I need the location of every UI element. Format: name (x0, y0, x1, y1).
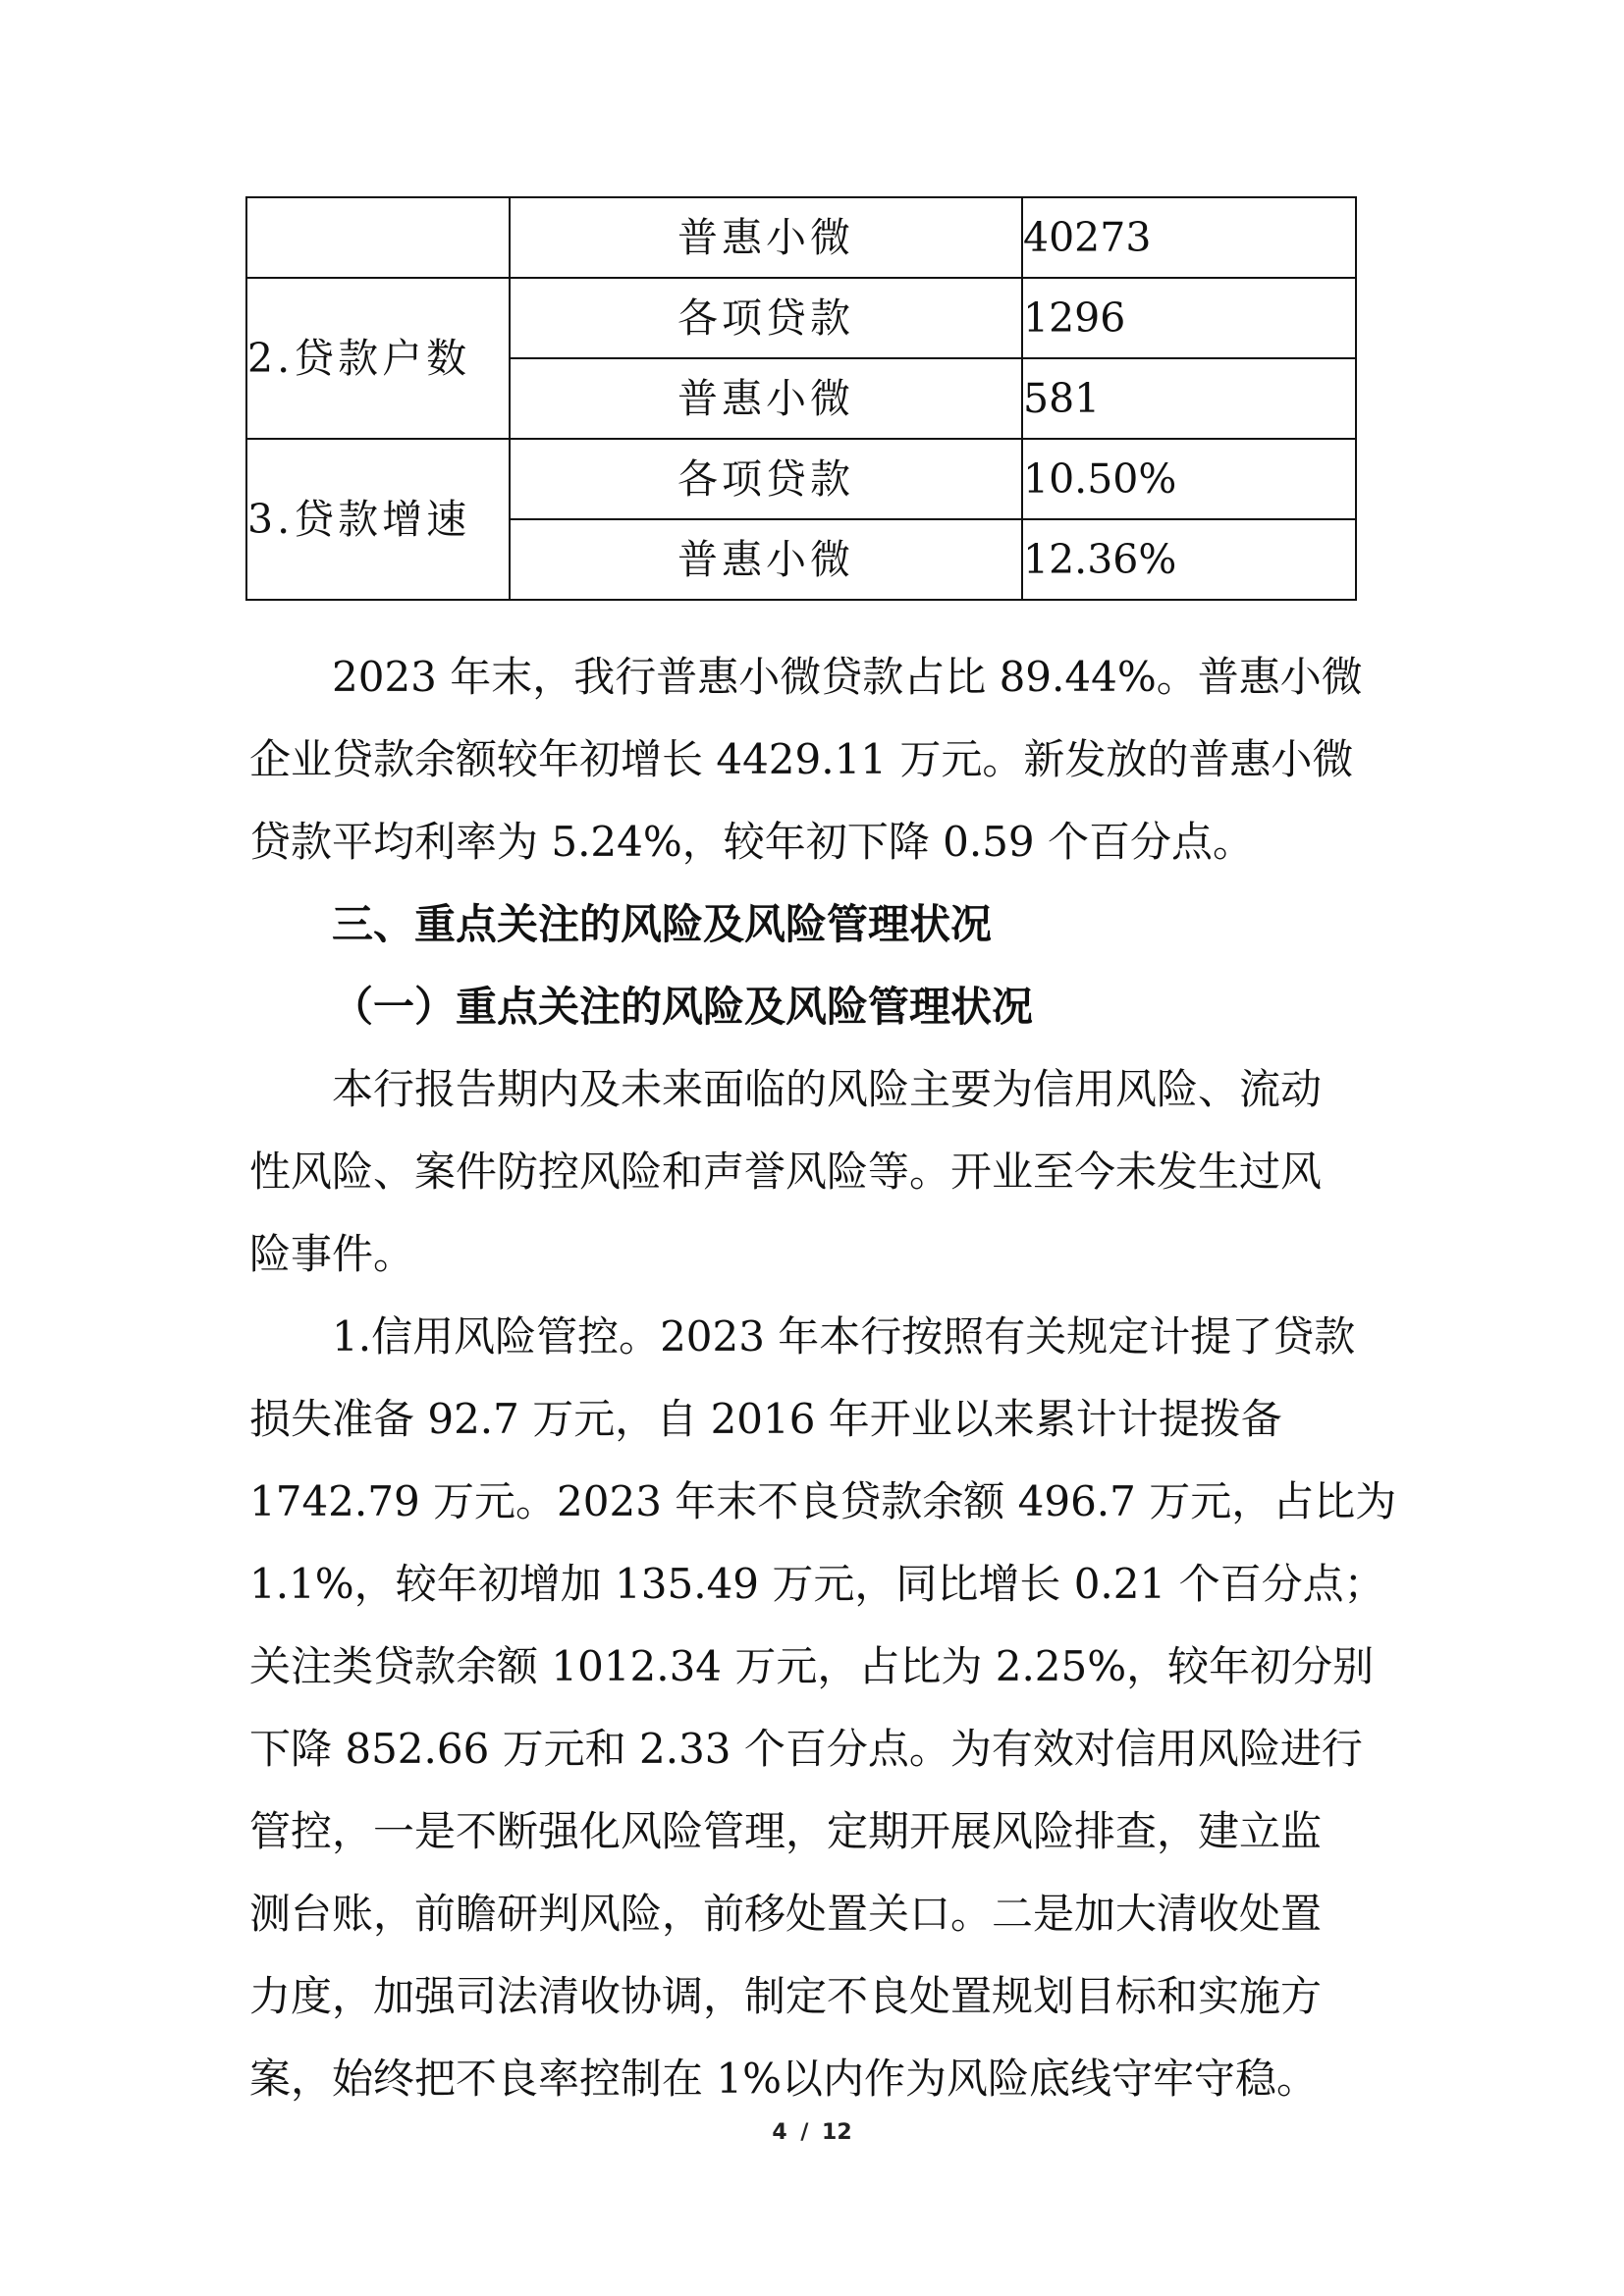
table-subcategory-cell: 各项贷款 (510, 439, 1022, 519)
summary-paragraph (249, 636, 1388, 883)
text-line: 贷款平均利率为 5.24%，较年初下降 0.59 个百分点。 (249, 818, 1254, 866)
text-line: 1.1%，较年初增加 135.49 万元，同比增长 0.21 个百分点； (249, 1560, 1385, 1608)
table-category-cell: 3.贷款增速 (246, 439, 510, 600)
text-line: 险事件。 (249, 1230, 415, 1278)
subsection-heading: （一）重点关注的风险及风险管理状况 (332, 983, 1034, 1031)
table-row (246, 197, 1356, 278)
table-subcategory-cell: 普惠小微 (510, 519, 1022, 600)
table-value-cell: 40273 (1022, 197, 1356, 278)
text-line: 2023 年末，我行普惠小微贷款占比 89.44%。普惠小微 (332, 653, 1363, 701)
page-number: 4 / 12 (772, 2120, 852, 2145)
text-line: 本行报告期内及未来面临的风险主要为信用风险、流动 (332, 1065, 1323, 1113)
text-line: 测台账，前瞻研判风险，前移处置关口。二是加大清收处置 (249, 1890, 1323, 1938)
table-value-cell: 581 (1022, 358, 1356, 439)
table-row (246, 278, 1356, 358)
table-value-cell: 1296 (1022, 278, 1356, 358)
credit-risk-paragraph (249, 1296, 1397, 2120)
text-line: 下降 852.66 万元和 2.33 个百分点。为有效对信用风险进行 (249, 1725, 1363, 1773)
body-text (249, 636, 1397, 2120)
text-line: 性风险、案件防控风险和声誉风险等。开业至今未发生过风 (249, 1148, 1323, 1196)
text-line: 管控，一是不断强化风险管理，定期开展风险排查，建立监 (249, 1807, 1323, 1855)
table-subcategory-cell: 各项贷款 (510, 278, 1022, 358)
table-category-cell (246, 197, 510, 278)
table-category-cell: 2.贷款户数 (246, 278, 510, 439)
table-subcategory-cell: 普惠小微 (510, 358, 1022, 439)
text-line: 案，始终把不良率控制在 1%以内作为风险底线守牢守稳。 (249, 2055, 1318, 2103)
text-line: 1.信用风险管控。2023 年本行按照有关规定计提了贷款 (332, 1312, 1356, 1361)
table-subcategory-cell: 普惠小微 (510, 197, 1022, 278)
text-line: 损失准备 92.7 万元，自 2016 年开业以来累计计提拨备 (249, 1395, 1282, 1443)
text-line: 关注类贷款余额 1012.34 万元，占比为 2.25%，较年初分别 (249, 1642, 1375, 1690)
table-row (246, 439, 1356, 519)
risk-intro-paragraph (249, 1048, 1388, 1296)
section-heading: 三、重点关注的风险及风险管理状况 (332, 900, 993, 948)
text-line: 企业贷款余额较年初增长 4429.11 万元。新发放的普惠小微 (249, 735, 1354, 783)
table-value-cell: 10.50% (1022, 439, 1356, 519)
text-line: 1742.79 万元。2023 年末不良贷款余额 496.7 万元，占比为 (249, 1477, 1397, 1525)
loan-statistics-table (245, 196, 1357, 601)
table-value-cell: 12.36% (1022, 519, 1356, 600)
text-line: 力度，加强司法清收协调，制定不良处置规划目标和实施方 (249, 1972, 1323, 2020)
